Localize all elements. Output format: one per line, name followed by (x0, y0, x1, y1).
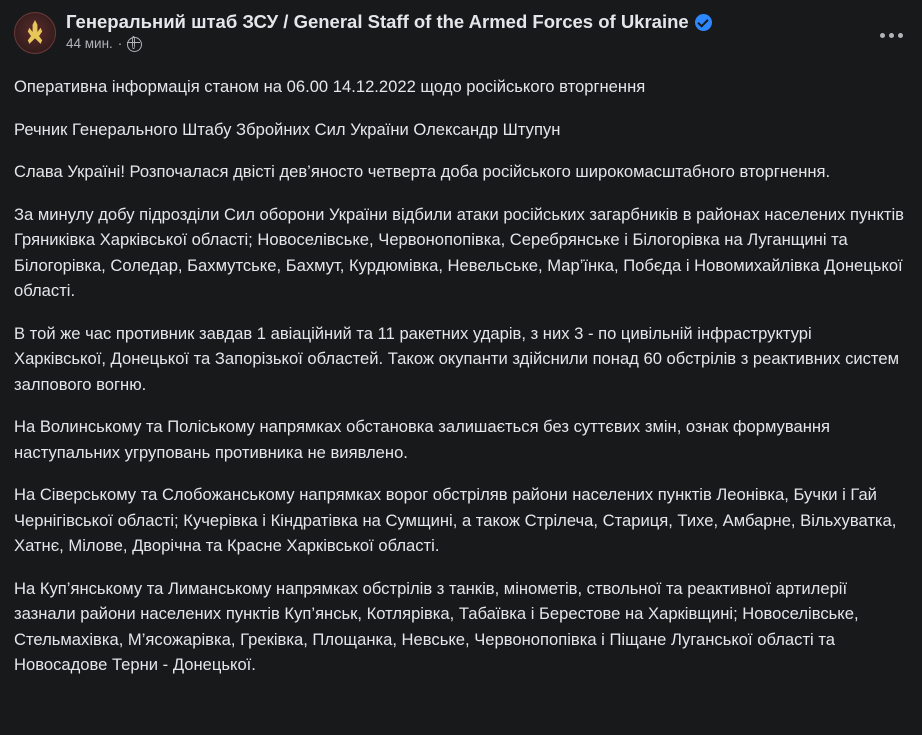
page-name[interactable]: Генеральний штаб ЗСУ / General Staff of the Armed Forces of Ukraine (66, 11, 689, 32)
post-header (14, 10, 908, 58)
globe-icon[interactable] (127, 37, 142, 52)
post-header-text (66, 10, 908, 53)
post-paragraph: Слава Україні! Розпочалася двісті дев’яносто четверта доба російського широкомасштабного вторгнення. (14, 162, 831, 181)
post-paragraph: В той же час противник завдав 1 авіаційний та 11 ракетних ударів, з них 3 - по цивільній інфраструктурі Харківської, Донецької та Запорізької областей. Також окупанти здійснили понад 60 обстрілів з реактивних систем залпового вогню. (14, 323, 899, 394)
post-timestamp[interactable]: 44 мин. (66, 36, 113, 51)
more-options-dot (889, 33, 894, 38)
military-emblem-icon (25, 20, 45, 46)
post-paragraph: На Куп’янському та Лиманському напрямках обстрілів з танків, мінометів, ствольної та реактивної артилерії зазнали райони населених пунктів Куп’янськ, Котлярівка, Табаївка і Берестове на Харківщині; Новоселівське, Стельмахівка, М’ясожарівка, Греківка, Площанка, Невське, Червонопопівка і Піщане Луганської області та Новосадове Терни - Донецької. (14, 578, 859, 674)
meta-separator: · (117, 36, 123, 51)
post-meta (66, 35, 908, 53)
post-paragraph: На Сіверському та Слобожанському напрямках ворог обстріляв райони населених пунктів Леонівка, Бучки і Гай Чернігівської області; Кучерівка і Кіндратівка на Сумщині, а також Стрілеча, Стариця, Тихе, Амбарне, Вільхуватка, Хатнє, Мілове, Дворічна та Красне Харківської області. (14, 485, 897, 555)
page-name-row (66, 11, 908, 33)
verified-badge-icon (695, 14, 712, 31)
more-options-dot (880, 33, 885, 38)
avatar[interactable] (14, 12, 56, 54)
post-body (14, 74, 908, 678)
post-paragraph: За минулу добу підрозділи Сил оборони України відбили атаки російських загарбників в районах населених пунктів Гряниківка Харківської області; Новоселівське, Червонопопівка, Серебрянське і Білогорівка на Луганщині та Білогорівка, Соледар, Бахмутське, Бахмут, Курдюмівка, Невельське, Мар’їнка, Побєда і Новомихайлівка Донецької області. (14, 204, 904, 300)
post-paragraph: Речник Генерального Штабу Збройних Сил України Олександр Штупун (14, 119, 561, 139)
post-paragraph: Оперативна інформація станом на 06.00 14.12.2022 щодо російського вторгнення (14, 77, 646, 96)
post-paragraph: На Волинському та Поліському напрямках обстановка залишається без суттєвих змін, ознак формування наступальних угруповань противника не виявлено. (14, 417, 831, 462)
more-options-button[interactable] (874, 18, 908, 52)
more-options-dot (898, 33, 903, 38)
